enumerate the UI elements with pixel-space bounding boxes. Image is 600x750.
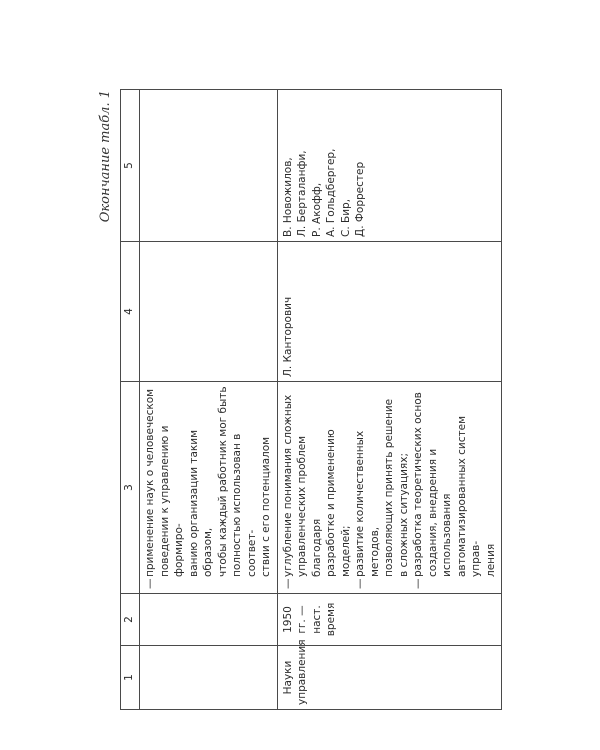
dash-bullet: — <box>354 578 366 589</box>
list-item-line: ствии с его потенциалом <box>260 436 272 577</box>
list-item-line: ления <box>484 543 497 577</box>
header-cell: 5 <box>121 90 140 242</box>
representatives-cell <box>140 90 278 242</box>
dash-bullet: — <box>281 578 294 589</box>
list-item <box>353 386 411 589</box>
cell-line: Науки <box>281 660 294 695</box>
list-item <box>281 386 354 589</box>
cell-line: 1950 гг. — <box>281 605 308 634</box>
table-row <box>140 90 278 710</box>
header-cell: 1 <box>121 646 140 710</box>
dash-bullet: — <box>144 578 156 589</box>
cell-line: Л. Берталанфи, <box>296 150 308 237</box>
header-cell: 2 <box>121 594 140 646</box>
cell-line: С. Бир, <box>339 198 352 237</box>
list-item <box>143 386 274 589</box>
header-cell: 3 <box>121 382 140 594</box>
cell-line: Л. Канторович <box>281 296 294 377</box>
data-table <box>120 89 502 710</box>
list-item-line: управленческих проблем благодаря <box>296 435 323 577</box>
list-item-line: полностью использован в соответ- <box>231 433 258 577</box>
cell-line: наст. <box>310 605 323 634</box>
cell-line: Д. Форрестер <box>354 161 366 237</box>
list-item-line: создания, внедрения и использования <box>426 448 453 577</box>
cell-line: А. Гольдбергер, <box>325 148 337 237</box>
list-item-line: применение наук о человеческом <box>144 388 156 577</box>
cell-line: В. Новожилов, <box>281 157 294 237</box>
cell-line: Р. Акофф, <box>310 182 323 237</box>
list-item-line: позволяющих принять решение <box>383 398 395 577</box>
list-item-line: поведении к управлению и формиро- <box>158 425 185 577</box>
period-cell <box>277 594 502 646</box>
list-item-line: чтобы каждый работник мог быть <box>216 386 229 577</box>
list-item <box>411 386 498 589</box>
dash-bullet: — <box>412 578 424 589</box>
list-item-line: углубление понимания сложных <box>281 394 294 577</box>
contributions-cell <box>140 382 278 594</box>
representatives-cell <box>140 242 278 382</box>
table-caption: Окончание табл. 1 <box>98 90 113 223</box>
cell-line: время <box>325 602 337 637</box>
list-item-line: ванию организации таким образом, <box>187 429 214 577</box>
table-row <box>277 90 502 710</box>
list-item-line: разработке и применению моделей; <box>325 429 352 577</box>
contributions-cell <box>277 382 502 594</box>
representatives-cell <box>277 242 502 382</box>
representatives-cell <box>277 90 502 242</box>
header-row <box>121 90 140 710</box>
cell-line: управления <box>296 639 308 705</box>
rotated-page <box>98 90 578 710</box>
school-cell <box>140 646 278 710</box>
header-cell: 4 <box>121 242 140 382</box>
list-item-line: автоматизированных систем управ- <box>455 415 482 577</box>
list-item-line: разработка теоретических основ <box>412 392 424 577</box>
list-item-line: в сложных ситуациях; <box>397 452 410 577</box>
period-cell <box>140 594 278 646</box>
list-item-line: развитие количественных методов, <box>354 430 381 577</box>
school-cell <box>277 639 502 710</box>
